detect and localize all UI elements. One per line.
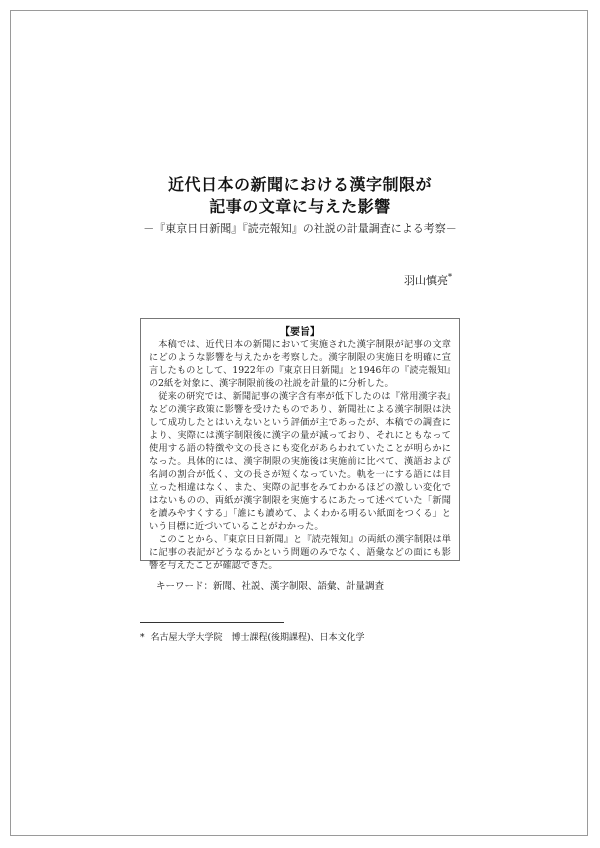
paper-title-line-1: 近代日本の新聞における漢字制限が — [167, 175, 432, 194]
footnote-text: 名古屋大学大学院 博士課程(後期課程)、日本文化学 — [150, 633, 365, 643]
author-block — [404, 272, 452, 288]
author-name: 羽山慎亮 — [404, 274, 448, 287]
footnote-mark: * — [140, 633, 145, 643]
paper-subtitle: －『東京日日新聞』『読売報知』の社説の計量調査による考察－ — [143, 222, 457, 235]
abstract-body — [149, 338, 451, 572]
keywords: キーワード：新聞、社説、漢字制限、語彙、計量調査 — [156, 581, 385, 592]
abstract-box — [140, 318, 460, 571]
abstract-paragraph-2: 従来の研究では、新聞記事の漢字含有率が低下したのは『常用漢字表』などの漢字政策に影響を受けたものであり、新聞社による漢字制限は決して成功したとはいえないという評価が主であったが、本稿での調査により、実際には漢字制限後に漢字の量が減っており、それにともなって使用する語の特徴や文の長さにも変化があらわれていたことが明らかになった。具体的には、漢字制限の実施後は実施前に比べて、漢語および名詞の割合が低く、文の長さが短くなっていた。軌を一にする語には目立った相違はなく、また、実際の記事をみてわかるほどの激しい変化ではないものの、両紙が漢字制限を実施するにあたって述べていた「新聞を讀みやすくする」「誰にも讀めて、よくわかる明るい紙面をつくる」という目標に近づいていることがわかった。 — [149, 391, 451, 532]
paper-title-line-2: 記事の文章に与えた影響 — [209, 197, 391, 216]
abstract-paragraph-3: このことから、『東京日日新聞』と『読売報知』の両紙の漢字制限は単に記事の表記がどうなるかという問題のみでなく、語彙などの面にも影響を与えたことが確認できた。 — [149, 534, 451, 571]
footnote — [140, 630, 365, 643]
abstract-paragraph-1: 本稿では、近代日本の新聞において実施された漢字制限が記事の文章にどのような影響を与えたかを考察した。漢字制限の実施日を明確に宣言したものとして、1922年の『東京日日新聞』と1946年の『読売報知』の2紙を対象に、漢字制限前後の社説を計量的に分析した。 — [149, 339, 451, 389]
author-footnote-mark: * — [448, 272, 452, 282]
footnote-rule — [140, 622, 284, 623]
abstract-heading: 【要旨】 — [280, 327, 320, 338]
